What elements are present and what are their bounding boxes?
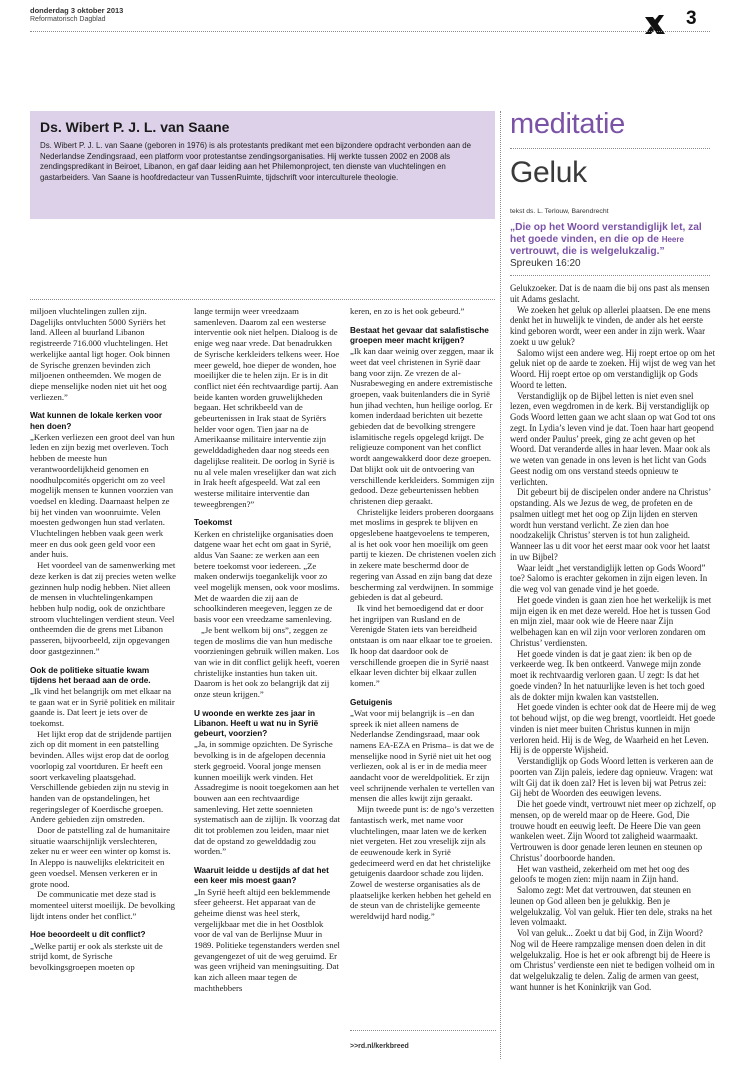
paragraph: „Ik kan daar weinig over zeggen, maar ik weet dat veel christenen in Syrië daar bang voor zijn. Ze vrezen de al-Nusrabeweging en andere extremistische groepen, vaak buitenlanders die in Syrië hun jihad vechten, hun heilige oorlog. Er komen inderdaad berichten uit bezette gebieden dat de bevolking strengere islamitische regels opgelegd krijgt. De religieuze component van het conflict wordt aangewakkerd door deze groepen. Dat blijkt ook uit de ontvoering van verschillende kerkleiders. Sommigen zijn gedood. Deze gebeurtenissen hebben christenen diep geraakt. [350, 346, 495, 506]
author-bio-box [30, 111, 495, 219]
arrow-x-logo-icon [644, 14, 666, 36]
paragraph: „Kerken verliezen een groot deel van hun leden en zijn bezig met overleven. Toch hebben de meeste hun verantwoordelijkheid genomen en noodhulpcomités opgericht om zo veel mogelijk mensen te kunnen voorzien van voedsel en kleding. Daarnaast helpen ze bij het vinden van woonruimte. Velen moesten gedwongen hun stad verlaten. Vluchtelingen hebben vaak geen werk meer en dus ook geen geld voor een ander huis. [30, 431, 175, 560]
byline: tekst ds. L. Terlouw, Barendrecht [510, 208, 609, 215]
newspaper-name: Reformatorisch Dagblad [30, 16, 106, 23]
paragraph: Het wan vastheid, zekerheid om met het oog des geloofs te mogen zien: mijn naam in Zijn hand. [510, 863, 690, 885]
paragraph: Het goede vinden is dat je gaat zien: ik ben op de verkeerde weg. Ik ben ontkeerd. Vanwege mijn zonde moet ik rechtvaardig verloren gaan. U zegt: Is dat het goede vinden? In het natuurlijke leven is het toch goed als de dokter mijn kwalen kan vaststellen. [510, 648, 705, 702]
paragraph: Salomo zegt: Met dat vertrouwen, dat steunen en leunen op God alleen ben je gelukkig. Ben je welgelukzalig. Vol van geluk. Hier ten dele, straks na het leven volmaakt. [510, 885, 713, 928]
link-divider [350, 1030, 496, 1031]
paragraph: miljoen vluchtelingen zullen zijn. Dagelijks ontvluchten 5000 Syriërs het land. Alleen al buurland Libanon registreerde 716.000 vluchtelingen. Het werkelijke aantal ligt hoger. Ook binnen de Syrische grenzen bevinden zich miljoenen ontheemden. We mogen de diepe menselijke noden niet uit het oog verliezen.” [30, 306, 170, 402]
section-label: meditatie [510, 108, 625, 140]
article-column-1 [30, 306, 176, 1064]
scripture-reference: Spreuken 16:20 [510, 258, 581, 269]
paragraph: Christelijke leiders proberen doorgaans met moslims in gesprek te blijven en opgeslebene haatgevoelens te temperen, al is het ook voor hen moeilijk om geen partij te kiezen. De christenen voelen zich in zekere mate beschermd door de regering van Assad en zijn bang dat deze bescherming zal verdwijnen. In sommige gebieden is dat al gebeurd. [350, 506, 496, 603]
subheading: Getuigenis [350, 697, 393, 707]
subheading: Bestaat het gevaar dat salafistische groepen meer macht krijgen? [350, 325, 489, 345]
kerkbreed-link-label[interactable]: >>rd.nl/kerkbreed [350, 1043, 409, 1050]
paragraph: „Ja, in sommige opzichten. De Syrische bevolking is in de afgelopen decennia sterk gegroeid. Vooral jonge mensen kunnen moeilijk werk vinden. Het Assadregime is nooit toegekomen aan het bouwen aan een rechtvaardige samenleving. Het zette soennieten systematisch aan de zijlijn. Ik voorzag dat dit tot problemen zou leiden, maar niet dat de opstand zo gewelddadig zou worden.” [194, 739, 340, 857]
paragraph: Waar leidt „het verstandiglijk letten op Gods Woord” toe? Salomo is erachter gekomen in zijn eigen leven. In die weg vol van genade vind je het goede. [510, 562, 708, 594]
paragraph: „Welke partij er ook als sterkste uit de strijd komt, de Syrische bevolkingsgroepen moeten op [30, 940, 163, 972]
meditation-body [510, 283, 716, 1063]
paragraph: „Ik vind het belangrijk om met elkaar na te gaan wat er in Syrië politiek en militair gaande is. Dat leert je iets over de toekomst. [30, 685, 175, 729]
paragraph: lange termijn weer vreedzaam samenleven. Daarom zal een westerse interventie ook niet helpen. Dialoog is de enige weg naar vrede. Dat benadrukken de Syrische kerkleiders telkens weer. Hoe meer geweld, hoe dieper de wonden, hoe moeilijker die te helen zijn. Er is in dit conflict niet één rechtvaardige partij. Aan beide kanten worden gruwelijkheden begaan. Het schrikbeeld van de gebeurtenissen in Irak staat de Syriërs helder voor ogen. Tien jaar na de Amerikaanse militaire interventie zijn gewelddadigheden daar nog steeds een dagelijkse realiteit. De oorlog in Syrië is nu al vele malen vreselijker dan wat zich in Irak heeft afgespeeld. Wat zal een westerse militaire interventie dan teweegbrengen?” [194, 306, 340, 509]
issue-date: donderdag 3 oktober 2013 [30, 6, 124, 15]
paragraph: Ik vind het bemoedigend dat er door het ingrijpen van Rusland en de Verenigde Staten iets van bereidheid ontstaan is om naar elkaar toe te groeien. Ik hoop dat daardoor ook de verschillende groepen die in Syrië naast elkaar leven dichter bij elkaar zullen komen.” [350, 602, 493, 688]
masthead-divider [30, 31, 710, 32]
subheading: U woonde en werkte zes jaar in Libanon. Heeft u wat nu in Syrië gebeurt, voorzien? [194, 708, 319, 739]
article-divider [30, 299, 495, 300]
paragraph: „In Syrië heeft altijd een beklemmende sfeer geheerst. Het apparaat van de geheime dienst was heel sterk, vergelijkbaar met die in het Oostblok voor de val van de Berlijnse Muur in 1989. Politieke tegenstanders werden snel gevangengezet of uit de weg geruimd. Er was geen vrijheid van meningsuiting. Dat kan zich alleen maar tegen de machthebbers [194, 886, 340, 993]
paragraph: Het goede vinden is echter ook dat de Heere mij de weg tot behoud wijst, op die weg brengt, voortleidt. Het goede vinden is niet meer buiten Christus kunnen in mijn verloren heid. Hij is de Weg, de Waarheid en het Leven. Hij is de opperste Wijsheid. [510, 702, 716, 756]
article-column-2 [194, 306, 340, 1064]
scripture-quote [510, 222, 714, 259]
paragraph: keren, en zo is het ook gebeurd.” [350, 306, 465, 316]
quote-heere-smallcaps: Heere [661, 235, 684, 245]
paragraph: Kerken en christelijke organisaties doen datgene waar het echt om gaat in Syrië, aldus Van Saane: ze werken aan een betere toekomst voor iedereen. „Ze maken onderwijs toegankelijk voor zo veel mogelijk mensen, ook voor moslims. Met de waarden die zij aan de schoolkinderen meegeven, leggen ze de basis voor een vreedzame samenleving. [194, 528, 340, 625]
subheading: Ook de politieke situatie kwam tijdens het beraad aan de orde. [30, 665, 151, 685]
page-number: 3 [686, 8, 697, 29]
subheading: Toekomst [194, 518, 233, 528]
subheading: Waaruit leidde u destijds af dat het een keer mis moest gaan? [194, 866, 329, 886]
paragraph: Het lijkt erop dat de strijdende partijen zich op dit moment in een patstelling bevinden. Alles wijst erop dat de oorlog voorlopig zal voortduren. Er heeft een soort verkaveling plaatsgehad. Verschillende gebieden zijn nu stevig in handen van de opstandelingen, het regeringsleger of Koerdische groepen. Andere gebieden zijn omstreden. [30, 728, 172, 825]
section-label-divider [510, 148, 710, 149]
paragraph: Dit gebeurt bij de discipelen onder andere na Christus’ opstanding. Als we Jezus de weg, de profeten en de psalmen uitlegt met het oog op Zijn lijden en sterven wordt hun verstand verlicht. Ze zien dan hoe noodzakelijk Christus’ sterven is tot hun zaligheid. Wanneer las u dit voor het eerst maar ook voor het laatst in uw Bijbel? [510, 487, 711, 562]
paragraph: Het goede vinden is gaan zien hoe het werkelijk is met mijn eigen ik en met deze wereld. Hoe het is tussen God en mijn ziel, maar ook wie de Heere naar Zijn welbehagen kan en wil zijn voor verloren zondaren om Christus’ verdiensten. [510, 594, 712, 648]
paragraph: Vol van geluk... Zoekt u dat bij God, in Zijn Woord? Nog wil de Heere rampzalige mensen doen delen in dit welgelukzalig. Hoe is het er ook afbrengt bij de Heere is om Christus’ verdienste een niet te bedigen volheid om in dat welgelukzalig te delen. Zalig de armen van geest, want hunner is het Koninkrijk van God. [510, 928, 715, 992]
paragraph: Mijn tweede punt is: de ngo’s verzetten fantastisch werk, met name voor vluchtelingen, maar laten we de kerken niet vergeten. Het zou vreselijk zijn als de eeuwenoude kerk in Syrië gedecimeerd werd en dat het christelijke getuigenis daardoor schade zou lijden. Zowel de westerse organisaties als de plaatselijke kerken hebben het geheld en de steun van de christelijke gemeente wereldwijd hard nodig.” [350, 804, 495, 922]
paragraph: Verstandiglijk op de Bijbel letten is niet even snel lezen, even wegdromen in de kerk. Bij verstandiglijk op Gods Woord letten gaan we acht slaan op wat God tot ons zegt. In Lydia’s leven vind je dat. Toen haar hart geopend werd onder Paulus’ preek, ging ze acht geven op het Woord. Dat veranderde alles in haar leven. Maar ook als we weten van genade in ons leven is het licht van Gods Geest nodig om ons verstand steeds opnieuw te verlichten. [510, 390, 716, 487]
column-divider [500, 111, 501, 1059]
paragraph: We zoeken het geluk op allerlei plaatsen. De ene mens denkt het in huwelijk te vinden, de ander als het eerste kind geboren wordt, weer een ander in zijn werk. Waar zoekt u uw geluk? [510, 304, 711, 347]
paragraph: Het voordeel van de samenwerking met deze kerken is dat zij precies weten welke gezinnen hulp nodig hebben. Niet alleen de mensen in vluchtelingenkampen hebben hulp nodig, ook de onzichtbare stroom vluchtelingen verdient steun. Veel ontheemden die de grens met Libanon passeren, bijvoorbeeld, zijn opgevangen door gastgezinnen.” [30, 560, 176, 656]
quote-divider [510, 275, 710, 276]
paragraph: Gelukzoeker. Dat is de naam die bij ons past als mensen uit Adams geslacht. [510, 283, 710, 304]
paragraph: Die het goede vindt, vertrouwt niet meer op zichzelf, op mensen, op de wereld maar op de Heere. God, Die trouwe houdt en eeuwig leeft. De Heere Die van geen wankelen weet. Zijn Woord tot zaligheid waarmaakt. Vertrouwen is door genade leren leunen en steunen op Christus’ doorboorde handen. [510, 799, 716, 863]
paragraph: De communicatie met deze stad is momenteel uiterst moeilijk. De bevolking lijdt intens onder het conflict.” [30, 889, 176, 921]
paragraph: Door de patstelling zal de humanitaire situatie waarschijnlijk verslechteren, zeker nu er weer een winter op komst is. In Aleppo is nauwelijks elektriciteit en geen voedsel. Mensen verkeren er in grote nood. [30, 825, 171, 889]
quote-part-2: vertrouwt, die is welgelukzalig.” [510, 246, 665, 258]
paragraph: Salomo wijst een andere weg. Hij roept ertoe op om het geluk niet op de aarde te zoeken. Hij wijst de weg van het Woord. Hij roept ertoe op om verstandiglijk op Gods Woord te letten. [510, 347, 716, 390]
kerkbreed-link[interactable] [350, 1035, 409, 1053]
bio-text: Ds. Wibert P. J. L. van Saane (geboren in 1976) is als protestants predikant met een bijzondere opdracht verbonden aan de Nederlandse Zendingsraad, een platform voor protestantse zendingsorganisaties. Hij werkte tussen 2002 en 2008 als zendingspredikant in Beiroet, Libanon, en gaf daar leiding aan het Philemonproject, ten dienste van vluchtelingen en gastarbeiders. Van Saane is hoofdredacteur van TussenRuimte, tijdschrift voor interculturele theologie. [40, 141, 472, 182]
subheading: Hoe beoordeelt u dit conflict? [30, 930, 146, 940]
paragraph: Verstandiglijk op Gods Woord letten is verkeren aan de poorten van Zijn paleis, iedere dag opnieuw. Vragen: wat wilt Gij dat ik doen zal? Het is leven bij wat Petrus zei: Gij hebt de Woorden des eeuwigen levens. [510, 756, 714, 799]
subheading: Wat kunnen de lokale kerken voor hen doen? [30, 411, 163, 431]
article-column-3 [350, 306, 496, 1028]
meditation-title: Geluk [510, 156, 587, 189]
paragraph: „Wat voor mij belangrijk is –en dan spreek ik niet alleen namens de Nederlandse Zendingsraad, maar ook namens EA-EZA en Prisma– is dat we de menselijke nood in Syrië niet uit het oog verliezen, ook al is er in de media meer aandacht voor de wereldpolitiek. Er zijn veel schrijnende verhalen te vertellen van mensen die alles kwijt zijn geraakt. [350, 707, 495, 804]
quote-part-1: „Die op het Woord verstandiglijk let, zal het goede vinden, en die op de [510, 222, 702, 246]
paragraph: „Je bent welkom bij ons”, zeggen ze tegen de moslims die van hun medische voorzieningen gebruik willen maken. Los van wie in dit conflict gelijk heeft, voeren christelijke instanties hun taken uit. Daarom is het ook zo belangrijk dat zij onze steun krijgen.” [194, 624, 340, 700]
bio-title: Ds. Wibert P. J. L. van Saane [40, 119, 230, 135]
